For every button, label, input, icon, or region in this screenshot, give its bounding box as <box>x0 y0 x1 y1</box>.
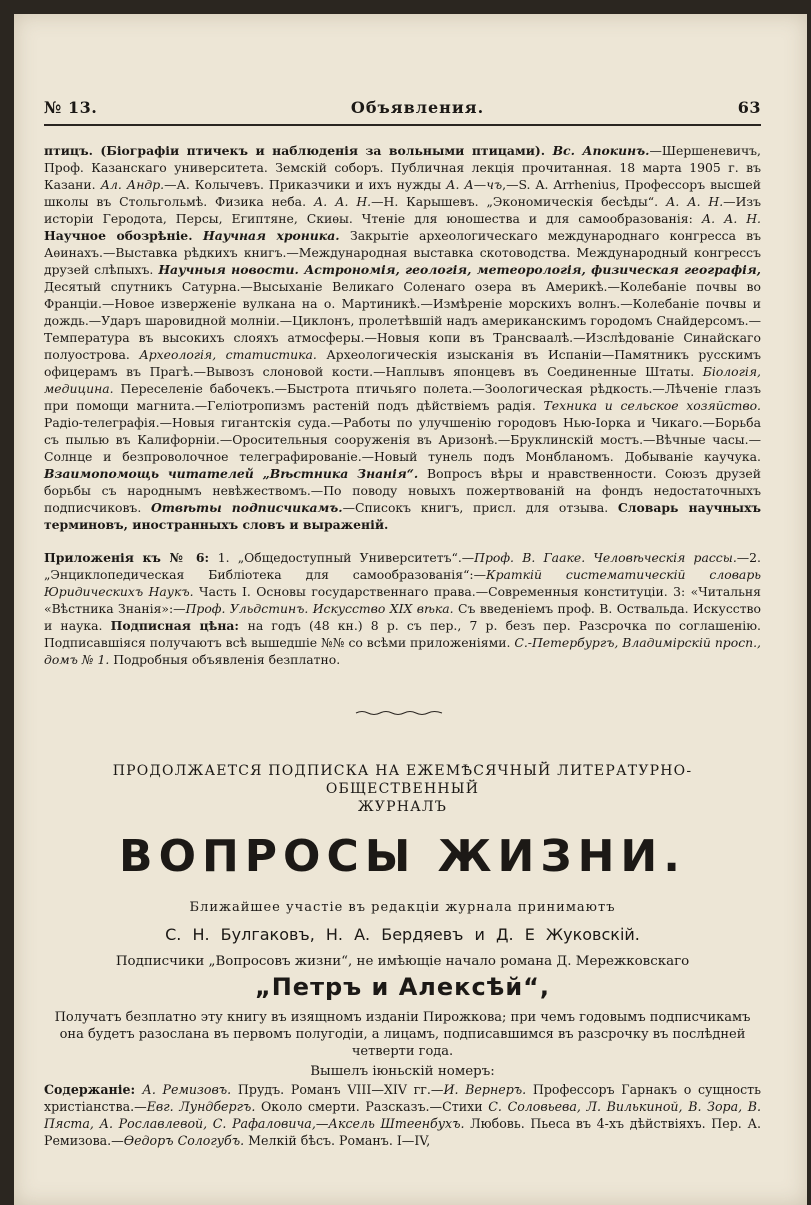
text-run: Мелкій бѣсъ. Романъ. I—IV, <box>248 1133 431 1148</box>
text-run: —Списокъ книгъ, присл. для отзыва. <box>342 500 618 515</box>
text-run: Отвѣты подписчикамъ. <box>150 500 343 515</box>
journal-page <box>14 14 807 1205</box>
text-run: —Шершеневичъ, Проф. Казанскаго университета. Земскій соборъ. Публичная лекція прочитанная. 18 марта 1905 г. въ Казани. <box>44 143 761 192</box>
text-run: —Изъ исторіи Геродота, Персы, Египтяне, Скиѳы. Чтеніе для юношества и для самообразованія: <box>44 194 762 226</box>
text-run: И. Вернеръ. <box>443 1082 533 1097</box>
issue-announcement: Вышелъ іюньскій номеръ: <box>310 1064 495 1079</box>
text-run: Радіо-телеграфія.—Новыя гигантскія суда.—Работы по улучшенію городовъ Нью-Іорка и Чикаго.—Борьба съ пылью въ Калифорніи.—Оросительныя сооруженія въ Аризонѣ.—Бруклинскій мостъ.—Вѣчные часы.—Солнце и безпроволочное телеграфированіе.—Новый тунель подъ Монбланомъ. Добываніе каучука. <box>44 415 761 464</box>
text-run: Научныя новости. Астрономія, геологія, метеорологія, физическая географія, <box>158 262 761 277</box>
advert-headline-2: ЖУРНАЛЪ <box>357 799 448 815</box>
text-run: Переселеніе бабочекъ.—Быстрота птичьяго полета.—Зоологическая рѣдкость.—Лѣченіе глазъ при помощи магнита.—Геліотропизмъ растеній подъ дѣйствіемъ радія. <box>44 381 761 413</box>
text-run: Ал. Андр. <box>100 177 165 192</box>
text-run: А. А. Н. <box>313 194 372 209</box>
contents-paragraph <box>44 142 761 533</box>
text-run: Подписная цѣна: <box>110 618 248 633</box>
text-run: на годъ (48 кн.) 8 р. съ пер., 7 р. безъ пер. Разсрочка по соглашенію. Подписавшіяся получаютъ всѣ вышедшіе №№ со всѣми приложеніями. <box>44 618 761 650</box>
text-run: Техника и сельское хозяйство. <box>543 398 761 413</box>
text-run: Профессоръ Гарнакъ о сущность христіанства.— <box>44 1082 762 1114</box>
text-run: Взаимопомощь читателей „Вѣстника Знанія“. <box>44 466 428 481</box>
text-run: А. А. Н. <box>665 194 724 209</box>
header-rule <box>44 124 761 126</box>
text-run: Прудъ. Романъ VIII—XIV гг.— <box>237 1082 444 1097</box>
text-run: Археологія, статистика. <box>139 347 327 362</box>
text-run: Словарь научныхъ терминовъ, иностранныхъ словъ и выраженій. <box>44 500 761 532</box>
text-run: Проф. Ульдстинъ. Искусство XIX вѣка. <box>185 601 459 616</box>
text-run: Біологія, медицина. <box>44 364 761 396</box>
issue-number: № 13. <box>44 98 98 117</box>
text-run: Научное обозрѣніе. <box>44 228 204 243</box>
ornament-divider <box>354 709 444 717</box>
free-book-note: Получатъ безплатно эту книгу въ изящномъ изданіи Пирожкова; при чемъ годовымъ подписчикамъ она будетъ разослана въ первомъ полугодіи, а лицамъ, подписавшимся въ разсрочку въ послѣдней четверти года. <box>54 1010 751 1059</box>
text-run: Съ введеніемъ проф. В. Оствальда. Искусство и наука. <box>44 601 761 633</box>
text-run: ,—S. A. Arrhenius, Профессоръ высшей школы въ Стольгольмѣ. Физика неба. <box>44 177 761 209</box>
text-run: Закрытіе археологическаго международнаго конгресса въ Аѳинахъ.—Выставка рѣдкихъ книгъ.—Международная выставка скотоводства. Международный конгрессъ друзей слѣпыхъ. <box>44 228 761 277</box>
text-run: —А. Колычевъ. Приказчики и ихъ нужды <box>164 177 447 192</box>
section-title: Объявления. <box>350 98 485 117</box>
text-run: Краткій систематическій словарь Юридическихъ Наукъ. <box>44 567 761 599</box>
text-run: Содержаніе: <box>44 1082 143 1097</box>
text-run: А. Ремизовъ. <box>142 1082 238 1097</box>
text-run: Часть I. Основы государственнаго права.—Современныя конституціи. 3: «Читальня «Вѣстника Знанія»:— <box>44 584 761 616</box>
text-run: Вс. Апокинъ. <box>552 143 650 158</box>
editors-names: С. Н. Булгаковъ, Н. А. Бердяевъ и Д. Е Жуковскій. <box>165 925 640 944</box>
text-run: —2. „Энциклопедическая Библіотека для самообразованія“:— <box>44 550 761 582</box>
novel-title: „Петръ и Алексѣй“, <box>254 973 551 1001</box>
text-run: птицъ. (Біографіи птичекъ и наблюденія за вольными птицами). <box>44 143 553 158</box>
page-header <box>44 98 761 117</box>
text-run: А. А—чъ <box>446 177 503 192</box>
text-run: Евг. Лундбергъ. <box>146 1099 261 1114</box>
text-run: —Н. Карышевъ. „Экономическія бесѣды“. <box>371 194 666 209</box>
supplements-paragraph <box>44 549 761 668</box>
text-run: Научная хроника. <box>203 228 351 243</box>
text-run: С.-Петербургъ, Владимірскій просп., домъ № 1. <box>44 635 761 667</box>
journal-title: ВОПРОСЫ ЖИЗНИ. <box>119 831 686 882</box>
text-run: Вопросъ вѣры и нравственности. Союзъ друзей борьбы съ народнымъ невѣжествомъ.—По поводу новыхъ пожертвованій на фондъ недостаточныхъ подписчиковъ. <box>44 466 761 515</box>
text-run: Ѳедоръ Сологубъ. <box>123 1133 249 1148</box>
text-run: Десятый спутникъ Сатурна.—Высыханіе Великаго Соленаго озера въ Америкѣ.—Колебаніе почвы во Франціи.—Новое изверженіе вулкана на о. Мартиникѣ.—Измѣреніе морскихъ волнъ.—Колебаніе почвы и дождь.—Ударъ шаровидной молніи.—Циклонъ, пролетѣвшій надъ американскимъ городомъ Снайдерсомъ.—Температура въ высокихъ слояхъ атмосферы.—Новыя копи въ Трансваалѣ.—Изслѣдованіе Синайскаго полуострова. <box>44 279 761 362</box>
text-run: Проф. В. Гааке. Человѣческія рассы. <box>474 550 737 565</box>
text-run: Около смерти. Разсказъ.—Стихи <box>260 1099 489 1114</box>
contents-block <box>44 142 761 668</box>
subscribers-note: Подписчики „Вопросовъ жизни“, не имѣющіе начало романа Д. Мережковскаго <box>115 954 690 969</box>
text-run: Приложенія къ № 6: <box>44 550 218 565</box>
issue-contents <box>44 1081 761 1149</box>
page-number: 63 <box>737 98 761 117</box>
editors-lead: Ближайшее участіе въ редакціи журнала принимаютъ <box>189 900 616 915</box>
text-run: Любовь. Пьеса въ 4-хъ дѣйствіяхъ. Пер. А. Ремизова.— <box>44 1116 762 1148</box>
text-run: А. А. Н. <box>701 211 761 226</box>
text-run: Подробныя объявленія безплатно. <box>113 652 341 667</box>
text-run: Археологическія изысканія въ Испаніи—Памятникъ русскимъ офицерамъ въ Прагѣ.—Вывозъ слоновой кости.—Наплывъ японцевъ въ Соединенные Штаты. <box>44 347 761 379</box>
advert-headline: ПРОДОЛЖАЕТСЯ ПОДПИСКА НА ЕЖЕМѢСЯЧНЫЙ ЛИТЕРАТУРНО-ОБЩЕСТВЕННЫЙ <box>112 763 693 797</box>
subscription-advert <box>44 762 761 1149</box>
text-run: 1. „Общедоступный Университетъ“.— <box>217 550 475 565</box>
text-run: С. Соловьева, Л. Вилькиной, В. Зора, В. Пяста, А. Рославлевой, С. Рафаловича,—Аксель Штеенбухъ. <box>44 1099 762 1131</box>
